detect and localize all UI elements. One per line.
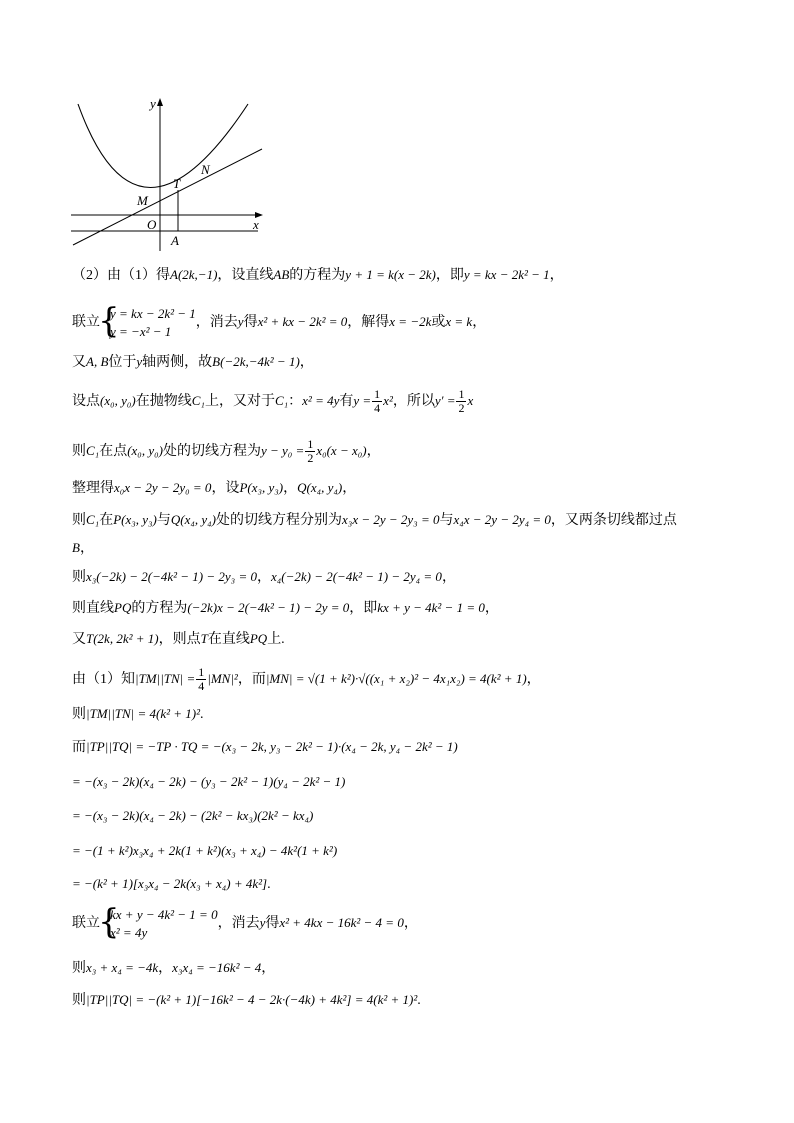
math: A(2k,−1) xyxy=(170,267,218,282)
math: (x₀, y₀) xyxy=(127,443,163,458)
solution-line-18 xyxy=(72,874,271,895)
text: 则直线 xyxy=(72,601,114,616)
math: C₁ xyxy=(86,443,100,458)
system-row: { y = kx − 2k² − 1 xyxy=(110,305,196,321)
text: 有 xyxy=(339,394,354,409)
math: x₃x − 2y − 2y₃ = 0 xyxy=(342,512,440,527)
label-t: T xyxy=(173,176,181,191)
text: . xyxy=(200,707,204,722)
math: Q(x₄, y₄) xyxy=(297,480,343,495)
text: 又 xyxy=(72,632,86,647)
math: C₁ xyxy=(86,512,100,527)
math: x₃(−2k) − 2(−4k² − 1) − 2y₃ = 0 xyxy=(86,569,257,584)
math: = −(k² + 1)[x₃x₄ − 2k(x₃ + x₄) + 4k²] xyxy=(72,876,268,891)
math: x xyxy=(467,393,474,408)
text: ，设 xyxy=(211,481,240,496)
label-a: A xyxy=(171,233,179,248)
math: AB xyxy=(273,267,290,282)
math: x² + kx − 2k² = 0 xyxy=(257,314,348,329)
text: 的方程为 xyxy=(131,601,188,616)
math: C₁ xyxy=(191,393,205,408)
parabola-figure xyxy=(68,96,268,256)
text: 处的切线方程为 xyxy=(162,444,261,459)
text: 联立 xyxy=(72,916,100,931)
solution-line-21 xyxy=(72,990,421,1011)
math: x = k xyxy=(445,314,473,329)
text: 则 xyxy=(72,993,86,1008)
text: 则 xyxy=(72,513,86,528)
denominator: 2 xyxy=(307,451,314,466)
text: ， xyxy=(261,961,276,976)
math: (−2k)x − 2(−4k² − 1) − 2y = 0 xyxy=(187,600,350,615)
denominator: 2 xyxy=(458,401,465,416)
label-y: y xyxy=(150,96,156,111)
math: |TP||TQ| = −(k² + 1)[−16k² − 4 − 2k·(−4k) + 4k²] = 4(k² + 1)² xyxy=(86,992,418,1007)
text: ， xyxy=(549,268,564,283)
solution-line-5 xyxy=(72,436,381,467)
solution-line-19 xyxy=(72,903,418,944)
math: y = kx − 2k² − 1 xyxy=(463,267,550,282)
solution-line-10 xyxy=(72,598,499,619)
text: ， xyxy=(256,570,271,585)
math: x₄x − 2y − 2y₄ = 0 xyxy=(453,512,551,527)
text: 与 xyxy=(156,513,171,528)
math: |MN|² xyxy=(207,671,238,686)
solution-line-4 xyxy=(72,386,473,417)
solution-line-14 xyxy=(72,737,458,758)
parabola-diagram xyxy=(68,96,268,256)
math: B(−2k,−4k² − 1) xyxy=(212,354,300,369)
solution-line-3 xyxy=(72,352,314,373)
label-o: O xyxy=(147,217,157,232)
text: . xyxy=(417,993,421,1008)
text: ，消去 xyxy=(217,916,260,931)
text: 则 xyxy=(72,707,86,722)
text: ， xyxy=(283,481,298,496)
system-row: x² = 4y xyxy=(110,924,148,940)
text: ， xyxy=(366,444,381,459)
solution-line-9 xyxy=(72,567,456,588)
math: x = −2k xyxy=(389,314,432,329)
math: PQ xyxy=(249,631,268,646)
text: 轴两侧，故 xyxy=(142,355,213,370)
text: ， xyxy=(441,570,456,585)
text: 在抛物线 xyxy=(135,394,192,409)
solution-line-1 xyxy=(72,265,564,286)
solution-line-15 xyxy=(72,772,345,793)
math: T xyxy=(200,631,208,646)
text: ，消去 xyxy=(195,315,238,330)
math: P(x₃, y₃) xyxy=(113,512,157,527)
math: C₁ xyxy=(274,393,289,408)
math: Q(x₄, y₄) xyxy=(170,512,217,527)
text: 的方程为 xyxy=(289,268,346,283)
solution-line-6 xyxy=(72,478,356,499)
text: ： xyxy=(288,394,303,409)
text: 得 xyxy=(243,315,258,330)
math: kx + y − 4k² − 1 = 0 xyxy=(377,600,485,615)
text: ，则点 xyxy=(158,632,201,647)
solution-line-11 xyxy=(72,629,285,650)
math: A, B xyxy=(86,354,109,369)
fraction xyxy=(196,666,206,693)
text: 处的切线方程分别为 xyxy=(216,513,343,528)
math: y xyxy=(259,915,266,930)
text: ， xyxy=(484,601,499,616)
label-m: M xyxy=(137,193,148,208)
numerator: 1 xyxy=(198,665,205,680)
math: x₃x₄ = −16k² − 4 xyxy=(172,960,262,975)
text: 上. xyxy=(267,632,285,647)
math: x₃ + x₄ = −4k xyxy=(86,960,159,975)
text: ， xyxy=(342,481,357,496)
system-row: { kx + y − 4k² − 1 = 0 xyxy=(110,906,218,922)
text: 位于 xyxy=(108,355,137,370)
text: 而 xyxy=(72,740,86,755)
text: 设点 xyxy=(72,394,100,409)
text: 则 xyxy=(72,961,86,976)
text: 又 xyxy=(72,355,86,370)
text: 与 xyxy=(439,513,454,528)
text: 在 xyxy=(99,513,114,528)
text: 得 xyxy=(265,916,280,931)
math: y = xyxy=(353,393,372,408)
text: ，又两条切线都过点 xyxy=(550,513,677,528)
text: ， xyxy=(299,355,314,370)
numerator: 1 xyxy=(458,387,465,402)
solution-line-13 xyxy=(72,704,204,725)
text: ，即 xyxy=(349,601,378,616)
text: ， xyxy=(526,672,541,687)
math: y xyxy=(237,314,244,329)
math: x² = 4y xyxy=(302,393,340,408)
fraction xyxy=(305,438,315,465)
text: ， xyxy=(158,961,173,976)
math: T(2k, 2k² + 1) xyxy=(86,631,159,646)
text: ，而 xyxy=(237,672,266,687)
y-axis-arrow xyxy=(157,98,163,106)
fraction xyxy=(372,388,382,415)
denominator: 4 xyxy=(374,401,381,416)
text: 整理得 xyxy=(72,481,114,496)
label-n: N xyxy=(201,162,210,177)
denominator: 4 xyxy=(198,679,205,694)
text: 则 xyxy=(72,570,86,585)
math: = −(x₃ − 2k)(x₄ − 2k) − (2k² − kx₃)(2k² − kx₄) xyxy=(72,808,314,823)
text: . xyxy=(267,877,271,892)
math: |TP||TQ| = −TP · TQ = −(x₃ − 2k, y₃ − 2k² − 1)·(x₄ − 2k, y₄ − 2k² − 1) xyxy=(86,739,458,754)
numerator: 1 xyxy=(374,387,381,402)
parabola-curve xyxy=(78,104,248,188)
numerator: 1 xyxy=(307,437,314,452)
math: x₀x − 2y − 2y₀ = 0 xyxy=(114,480,212,495)
math: PQ xyxy=(114,600,132,615)
solution-line-7 xyxy=(72,510,677,531)
text: （2）由（1）得 xyxy=(72,268,170,283)
math: = −(1 + k²)x₃x₄ + 2k(1 + k²)(x₃ + x₄) − 4k²(1 + k²) xyxy=(72,843,338,858)
text: ，设直线 xyxy=(217,268,274,283)
math: x² xyxy=(383,393,393,408)
text: 则 xyxy=(72,444,86,459)
text: ，解得 xyxy=(347,315,390,330)
text: 在点 xyxy=(99,444,128,459)
solution-line-17 xyxy=(72,841,337,862)
text: ，所以 xyxy=(392,394,435,409)
math: = −(x₃ − 2k)(x₄ − 2k) − (y₃ − 2k² − 1)(y₄ − 2k² − 1) xyxy=(72,774,346,789)
solution-line-12 xyxy=(72,664,541,695)
math: x² + 4kx − 16k² − 4 = 0 xyxy=(279,915,404,930)
system-row: y = −x² − 1 xyxy=(110,323,172,339)
text: ， xyxy=(472,315,487,330)
text: 上，又对于 xyxy=(204,394,275,409)
text: 在直线 xyxy=(207,632,250,647)
math: y + 1 = k(x − 2k) xyxy=(345,267,436,282)
text: 联立 xyxy=(72,315,100,330)
text: ，即 xyxy=(435,268,464,283)
text: ， xyxy=(403,916,418,931)
solution-line-16 xyxy=(72,806,313,827)
math: |TM||TN| = xyxy=(135,671,196,686)
solution-line-8 xyxy=(72,538,94,559)
solution-line-20 xyxy=(72,958,275,979)
math: P(x₃, y₃) xyxy=(239,480,284,495)
solution-line-2 xyxy=(72,302,486,343)
math: y′ = xyxy=(434,393,456,408)
math: (x₀, y₀) xyxy=(100,393,136,408)
math: |MN| = √(1 + k²)·√((x₁ + x₂)² − 4x₁x₂) = 4(k² + 1) xyxy=(265,671,527,686)
math: y xyxy=(136,354,143,369)
equation-system xyxy=(100,305,196,341)
math: B xyxy=(72,540,80,555)
math: x₀(x − x₀) xyxy=(316,443,367,458)
math: |TM||TN| = 4(k² + 1)² xyxy=(86,706,201,721)
label-x: x xyxy=(253,217,259,232)
text: ， xyxy=(79,541,94,556)
text: 或 xyxy=(431,315,446,330)
equation-system xyxy=(100,906,218,942)
text: 由（1）知 xyxy=(72,672,135,687)
math: x₄(−2k) − 2(−4k² − 1) − 2y₄ = 0 xyxy=(270,569,442,584)
math: y − y₀ = xyxy=(260,443,305,458)
fraction xyxy=(456,388,466,415)
